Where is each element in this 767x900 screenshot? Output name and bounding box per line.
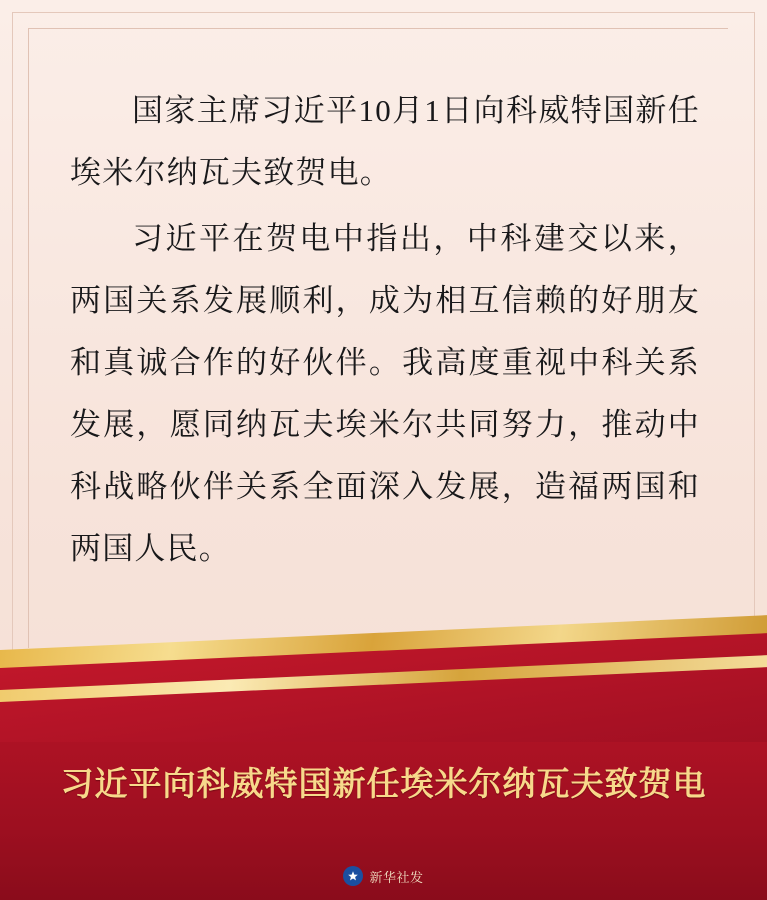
article-body bbox=[70, 80, 700, 584]
credit-text: 新华社发 bbox=[369, 869, 424, 885]
article-paragraph: 国家主席习近平10月1日向科威特国新任埃米尔纳瓦夫致贺电。 bbox=[70, 93, 700, 190]
decorative-rule-top bbox=[28, 28, 728, 29]
credit-line bbox=[0, 866, 767, 886]
poster-headline: 习近平向科威特国新任埃米尔纳瓦夫致贺电 bbox=[60, 767, 707, 803]
decorative-rule-left bbox=[28, 28, 29, 648]
bottom-banner bbox=[0, 650, 767, 900]
article-paragraph: 习近平在贺电中指出，中科建交以来，两国关系发展顺利，成为相互信赖的好朋友和真诚合作的好伙伴。我高度重视中科关系发展，愿同纳瓦夫埃米尔共同努力，推动中科战略伙伴关系全面深入发展，造福两国和两国人民。 bbox=[70, 221, 700, 566]
xinhua-logo-icon bbox=[343, 866, 363, 886]
